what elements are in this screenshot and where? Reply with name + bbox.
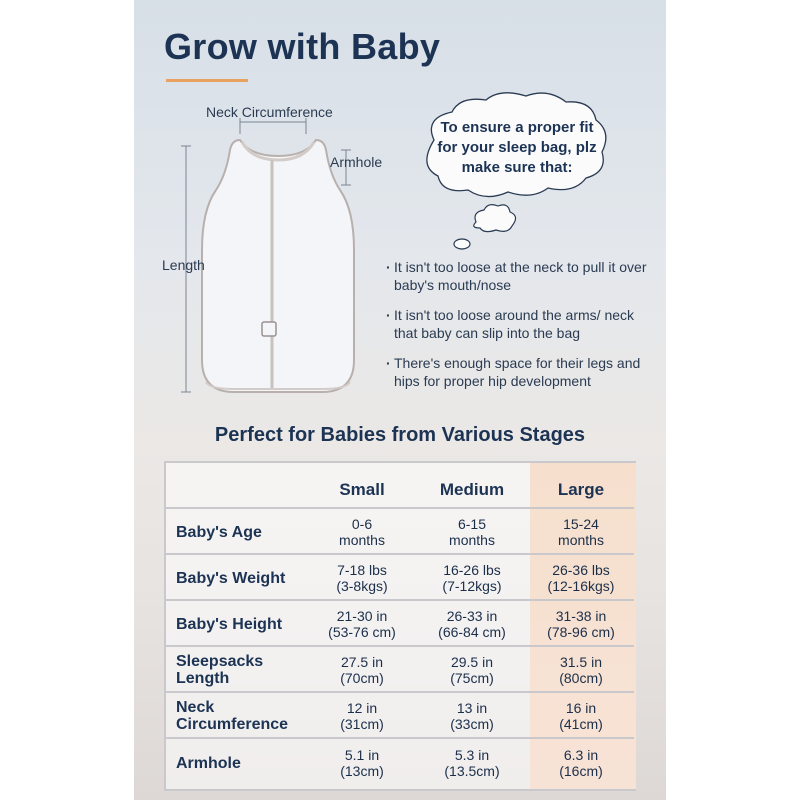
neck-circumference-label: Neck Circumference (206, 104, 333, 120)
cell-medium: 5.3 in (13.5cm) (444, 747, 500, 779)
cell-small: 27.5 in (70cm) (340, 654, 384, 686)
cell-medium: 26-33 in (66-84 cm) (438, 608, 506, 640)
cell-large: 31-38 in (78-96 cm) (547, 608, 615, 640)
fit-checklist-item: · There's enough space for their legs and hips for proper hip development (386, 354, 656, 390)
header-large: Large (557, 480, 605, 499)
table-row (166, 601, 634, 647)
cell-small: 5.1 in (13cm) (340, 747, 384, 779)
table-row (166, 509, 634, 555)
fit-checklist (386, 258, 656, 402)
cell-large: 15-24 months (558, 516, 604, 548)
cell-small: 12 in (31cm) (340, 700, 384, 732)
table-row (166, 647, 634, 693)
table-row (166, 555, 634, 601)
size-guide-card (134, 0, 666, 800)
cell-small: 21-30 in (53-76 cm) (328, 608, 396, 640)
cell-small: 0-6 months (339, 516, 385, 548)
row-label: Sleepsacks Length (176, 653, 264, 687)
fit-tip-text: To ensure a proper fit for your sleep bag, plz make sure that: (437, 119, 597, 176)
armhole-label: Armhole (330, 154, 383, 170)
cell-large: 16 in (41cm) (559, 700, 603, 732)
row-label: Baby's Weight (176, 569, 286, 587)
size-table-title: Perfect for Babies from Various Stages (214, 424, 586, 446)
page-title: Grow with Baby (164, 26, 441, 67)
size-table (164, 461, 636, 791)
length-label: Length (162, 257, 205, 273)
row-label: Baby's Height (176, 615, 283, 633)
row-label: Baby's Age (176, 523, 262, 541)
table-row (166, 693, 634, 739)
fit-checklist-item: · It isn't too loose around the arms/ neck that baby can slip into the bag (386, 306, 656, 342)
cell-medium: 16-26 lbs (7-12kgs) (442, 562, 502, 594)
header-small: Small (339, 480, 385, 499)
cell-medium: 6-15 months (449, 516, 495, 548)
cell-medium: 13 in (33cm) (450, 700, 494, 732)
cell-large: 6.3 in (16cm) (559, 747, 603, 779)
header-medium: Medium (439, 480, 505, 499)
cell-medium: 29.5 in (75cm) (450, 654, 494, 686)
table-row (166, 739, 634, 787)
cell-small: 7-18 lbs (3-8kgs) (336, 562, 388, 594)
sleep-bag-shape (202, 140, 354, 392)
cell-large: 26-36 lbs (12-16kgs) (547, 562, 615, 594)
row-label: Armhole (176, 754, 241, 772)
row-label: Neck Circumference (176, 699, 289, 733)
fit-checklist-item: · It isn't too loose at the neck to pull it over baby's mouth/nose (386, 258, 656, 294)
cell-large: 31.5 in (80cm) (559, 654, 603, 686)
